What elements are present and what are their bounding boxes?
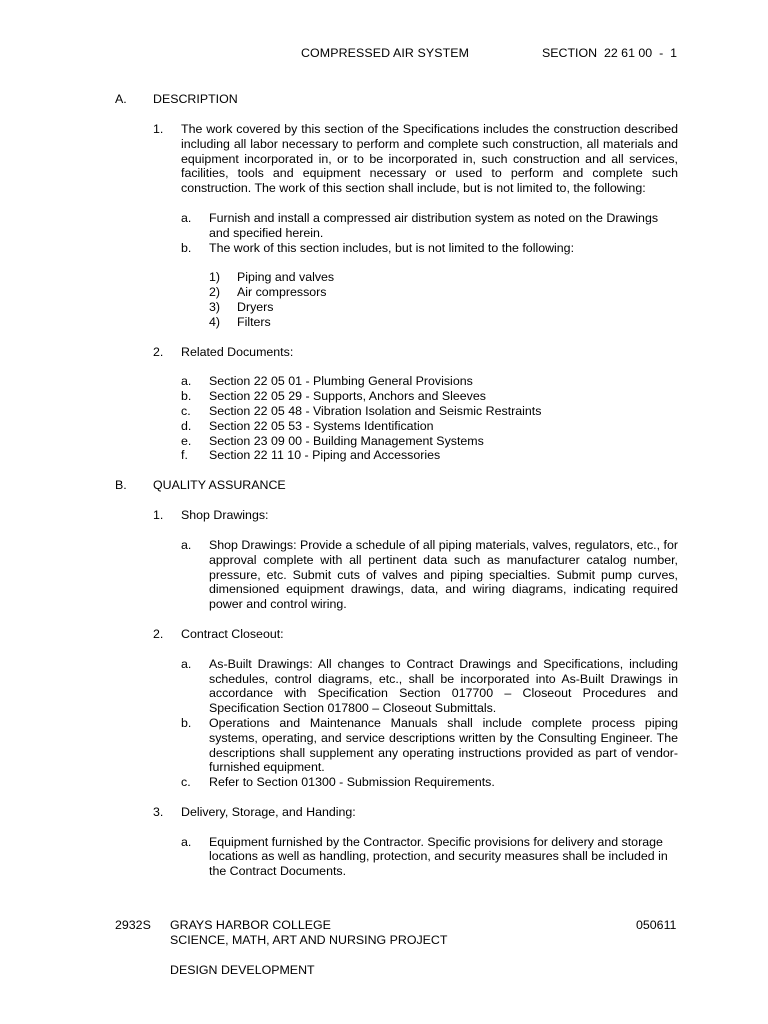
list-item xyxy=(0,389,768,404)
footer-project-name: SCIENCE, MATH, ART AND NURSING PROJECT xyxy=(170,933,448,947)
section-heading-b xyxy=(0,478,768,493)
list-text: Dryers xyxy=(237,299,274,314)
list-item xyxy=(0,300,768,315)
sub-text: Section 22 05 53 - Systems Identification xyxy=(209,418,434,433)
list-item xyxy=(0,374,768,389)
item-text: Delivery, Storage, and Handing: xyxy=(181,804,356,819)
item-text: The work covered by this section of the Specifications includes the construction described including all labor necessary to perform and complete such construction, all materials and equipment incorporated in, or to be incorporated in, such construction and all services, facilities, tools and equipment necessary or used to perform and complete such construction. The work of this section shall include, but is not limited to, the following: xyxy=(181,122,678,196)
section-label: A. xyxy=(115,92,127,106)
item-number: 1. xyxy=(153,508,164,523)
page-header xyxy=(0,46,768,62)
list-item xyxy=(0,508,768,523)
sub-letter: b. xyxy=(181,389,192,404)
sub-letter: f. xyxy=(181,448,188,463)
list-item xyxy=(0,805,768,820)
sub-letter: a. xyxy=(181,374,192,389)
list-number: 3) xyxy=(209,299,221,314)
sub-letter: d. xyxy=(181,418,192,433)
list-text: Filters xyxy=(237,314,271,329)
item-number: 2. xyxy=(153,626,164,641)
sub-text: Section 22 05 29 - Supports, Anchors and Sleeves xyxy=(209,389,486,404)
sub-letter: a. xyxy=(181,656,192,671)
sub-text: As-Built Drawings: All changes to Contract Drawings and Specifications, including schedules, control diagrams, etc., shall be incorporated into As-Built Drawings in accordance with Specification Section 017700 – Closeout Procedures and Specification Section 017800 – Closeout Submittals. xyxy=(209,656,678,716)
sub-letter: a. xyxy=(181,834,192,849)
item-number: 1. xyxy=(153,122,164,136)
document-body xyxy=(0,92,768,879)
sub-text: Section 22 11 10 - Piping and Accessories xyxy=(209,448,441,463)
item-text: Shop Drawings: xyxy=(181,508,269,523)
list-number: 2) xyxy=(209,285,221,300)
header-section-number: SECTION 22 61 00 - 1 xyxy=(542,46,677,60)
list-item xyxy=(0,627,768,642)
list-item xyxy=(0,211,768,241)
header-title: COMPRESSED AIR SYSTEM xyxy=(301,46,470,60)
sub-text: Shop Drawings: Provide a schedule of all piping materials, valves, regulators, etc., for approval complete with all pertinent data such as manufacturer catalog number, pressure, etc. Submit cuts of valves and piping specialties. Submit pump curves, dimensioned equipment drawings, data, and wiring diagrams, indicating required power and control wiring. xyxy=(209,537,678,612)
sub-text: Refer to Section 01300 - Submission Requirements. xyxy=(209,775,495,790)
footer-date: 050611 xyxy=(636,918,677,932)
item-number: 2. xyxy=(153,344,164,359)
footer-college: GRAYS HARBOR COLLEGE xyxy=(170,918,331,932)
sub-text: Section 22 05 48 - Vibration Isolation and Seismic Restraints xyxy=(209,403,542,418)
footer-phase: DESIGN DEVELOPMENT xyxy=(170,963,315,977)
sub-letter: e. xyxy=(181,433,192,448)
footer-project-code: 2932S xyxy=(115,918,151,932)
list-item xyxy=(0,419,768,434)
sub-text: The work of this section includes, but is not limited to the following: xyxy=(209,240,575,255)
sub-text: Section 22 05 01 - Plumbing General Provisions xyxy=(209,374,473,389)
list-number: 4) xyxy=(209,314,221,329)
list-item xyxy=(0,538,768,612)
sub-text: Section 23 09 00 - Building Management Systems xyxy=(209,433,484,448)
sub-letter: c. xyxy=(181,403,191,418)
list-text: Piping and valves xyxy=(237,270,335,285)
list-item xyxy=(0,285,768,300)
sub-letter: a. xyxy=(181,537,192,552)
section-heading-a xyxy=(0,92,768,107)
list-number: 1) xyxy=(209,270,221,285)
sub-text: Equipment furnished by the Contractor. Specific provisions for delivery and storage locations as well as handling, protection, and security measures shall be included in the Contract Documents. xyxy=(209,834,668,879)
item-text: Related Documents: xyxy=(181,344,294,359)
list-item xyxy=(0,835,768,879)
sub-letter: c. xyxy=(181,775,191,790)
sub-letter: a. xyxy=(181,210,192,225)
list-item xyxy=(0,716,768,775)
section-title: QUALITY ASSURANCE xyxy=(153,478,286,493)
list-text: Air compressors xyxy=(237,285,327,300)
list-item xyxy=(0,448,768,463)
list-item xyxy=(0,241,768,256)
list-item xyxy=(0,315,768,330)
list-item xyxy=(0,404,768,419)
sub-text: Operations and Maintenance Manuals shall include complete process piping systems, operating, and service descriptions written by the Consulting Engineer. The descriptions shall supplement any operating instructions provided as part of vendor-furnished equipment. xyxy=(209,715,678,775)
list-item xyxy=(0,345,768,360)
section-label: B. xyxy=(115,478,127,493)
item-number: 3. xyxy=(153,804,164,819)
list-item xyxy=(0,657,768,716)
sub-letter: b. xyxy=(181,240,192,255)
item-text: Contract Closeout: xyxy=(181,626,284,641)
list-item xyxy=(0,270,768,285)
list-item xyxy=(0,434,768,449)
list-item xyxy=(0,122,768,196)
list-item xyxy=(0,775,768,790)
section-title: DESCRIPTION xyxy=(153,92,238,106)
sub-letter: b. xyxy=(181,715,192,730)
sub-text: Furnish and install a compressed air distribution system as noted on the Drawings and specified herein. xyxy=(209,210,659,240)
